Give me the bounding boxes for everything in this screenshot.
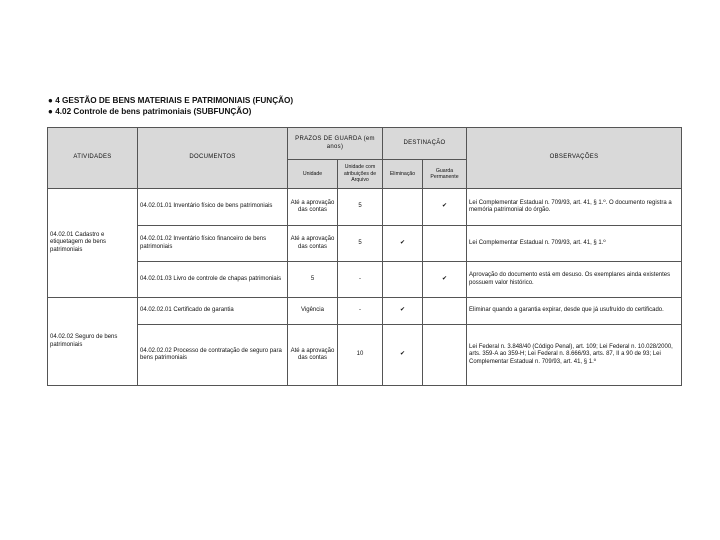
retention-table-container: [47, 127, 682, 386]
document-name: Certificado de garantia: [173, 307, 234, 314]
document-cell: [138, 262, 288, 298]
table-row: [48, 298, 682, 325]
activity-cell: 04.02.01 Cadastro e etiquetagem de bens patrimoniais: [48, 189, 138, 298]
document-name: Inventário físico financeiro de bens patrimoniais: [140, 236, 267, 250]
document-code: 04.02.01.02: [140, 236, 172, 243]
destination-eliminacao: ✔: [383, 226, 423, 262]
retention-unidade: Até a aprovação das contas: [288, 189, 338, 226]
document-code: 04.02.02.02: [140, 347, 172, 354]
observation-cell: Lei Complementar Estadual n. 709/93, art. 41, § 1.º. O documento registra a memória patrimonial do órgão.: [467, 189, 682, 226]
destination-permanente: [423, 325, 467, 386]
header-documentos: DOCUMENTOS: [138, 128, 288, 189]
retention-unidade: Vigência: [288, 298, 338, 325]
destination-permanente: [423, 226, 467, 262]
retention-unidade: 5: [288, 262, 338, 298]
destination-permanente: [423, 298, 467, 325]
observation-cell: Aprovação do documento está em desuso. Os exemplares ainda existentes possuem valor histórico.: [467, 262, 682, 298]
header-unidade: Unidade: [288, 160, 338, 189]
table-row: [48, 189, 682, 226]
header-atividades: ATIVIDADES: [48, 128, 138, 189]
observation-cell: Lei Complementar Estadual n. 709/93, art. 41, § 1.º: [467, 226, 682, 262]
function-heading: ● 4 GESTÃO DE BENS MATERIAIS E PATRIMONIAIS (FUNÇÃO): [48, 96, 294, 105]
destination-eliminacao: ✔: [383, 298, 423, 325]
document-name: Inventário físico de bens patrimoniais: [173, 203, 273, 210]
document-code: 04.02.01.03: [140, 275, 172, 282]
document-cell: [138, 298, 288, 325]
header-destinacao: DESTINAÇÃO: [383, 128, 467, 160]
retention-arquivo: -: [338, 262, 383, 298]
document-code: 04.02.01.01: [140, 203, 172, 210]
header-unidade-arquivo: Unidade com atribuições de Arquivo: [338, 160, 383, 189]
destination-permanente: ✔: [423, 262, 467, 298]
retention-unidade: Até a aprovação das contas: [288, 226, 338, 262]
destination-eliminacao: ✔: [383, 325, 423, 386]
document-code: 04.02.02.01: [140, 307, 172, 314]
document-cell: [138, 226, 288, 262]
table-row: [48, 226, 682, 262]
document-name: Livro de controle de chapas patrimoniais: [173, 275, 282, 282]
destination-eliminacao: [383, 189, 423, 226]
header-observacoes: OBSERVAÇÕES: [467, 128, 682, 189]
document-cell: [138, 189, 288, 226]
destination-eliminacao: [383, 262, 423, 298]
subfunction-heading: ● 4.02 Controle de bens patrimoniais (SUBFUNÇÃO): [48, 107, 252, 116]
retention-table: [47, 127, 682, 386]
table-row: [48, 262, 682, 298]
activity-cell: 04.02.02 Seguro de bens patrimoniais: [48, 298, 138, 386]
retention-arquivo: 5: [338, 226, 383, 262]
retention-arquivo: 10: [338, 325, 383, 386]
observation-cell: Lei Federal n. 3.848/40 (Código Penal), art. 109; Lei Federal n. 10.028/2000, arts. 359-A ao 359-H; Lei Federal n. 8.666/93, arts. 87, II a 90 de 93; Lei Complementar Estadual n. 709/93, art. 41, § 1.º: [467, 325, 682, 386]
retention-unidade: Até a aprovação das contas: [288, 325, 338, 386]
header-eliminacao: Eliminação: [383, 160, 423, 189]
retention-arquivo: -: [338, 298, 383, 325]
table-row: [48, 325, 682, 386]
document-name: Processo de contratação de seguro para bens patrimoniais: [140, 347, 282, 361]
section-headings: [48, 95, 293, 117]
retention-arquivo: 5: [338, 189, 383, 226]
destination-permanente: ✔: [423, 189, 467, 226]
document-cell: [138, 325, 288, 386]
observation-cell: Eliminar quando a garantia expirar, desde que já usufruído do certificado.: [467, 298, 682, 325]
header-guarda-permanente: Guarda Permanente: [423, 160, 467, 189]
header-prazos: PRAZOS DE GUARDA (em anos): [288, 128, 383, 160]
